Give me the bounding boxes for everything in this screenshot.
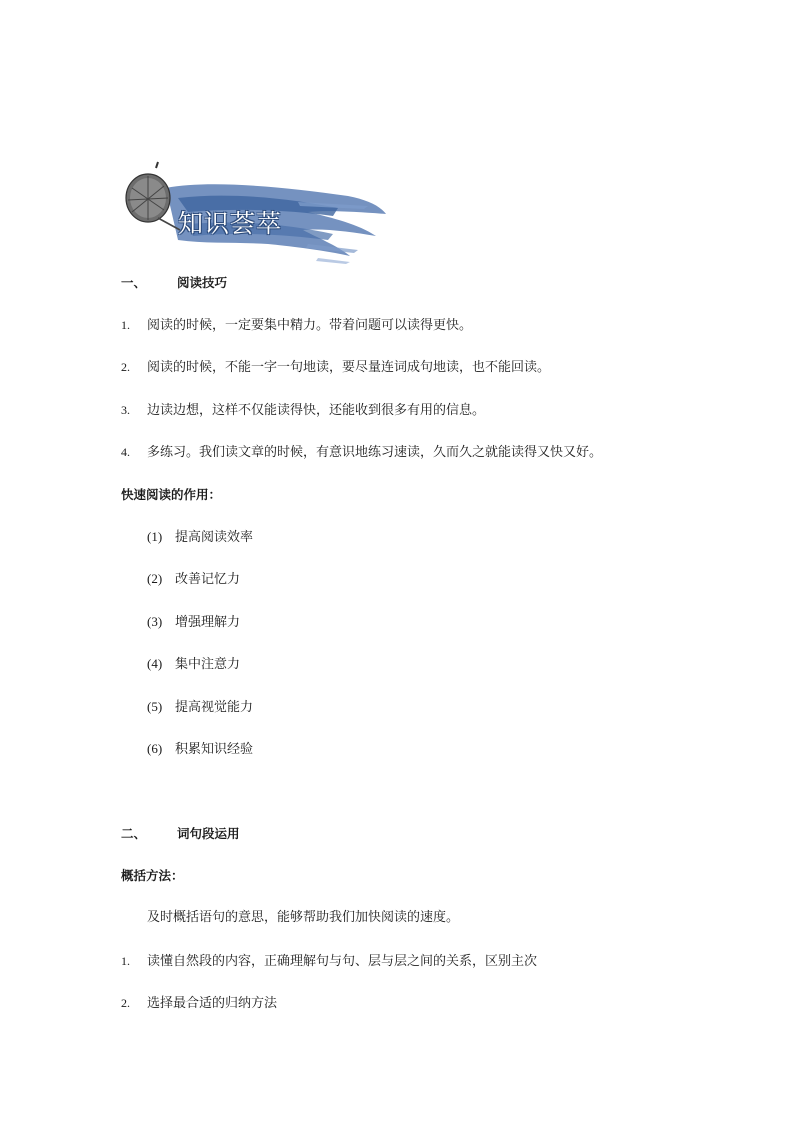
list-item: [121, 994, 277, 1013]
benefit-number: (2): [147, 571, 163, 586]
list-item: [121, 952, 537, 971]
list-item-text: 阅读的时候，不能一字一句地读，要尽量连词成句地读，也不能回读。: [147, 360, 551, 375]
benefit-number: (5): [147, 699, 163, 714]
benefit-number: (1): [147, 529, 163, 544]
list-item: [121, 358, 550, 377]
list-item: [121, 443, 602, 462]
benefit-item: [147, 655, 240, 674]
method-intro: 及时概括语句的意思，能够帮助我们加快阅读的速度。: [147, 910, 460, 925]
benefit-text: 积累知识经验: [175, 742, 254, 757]
section-1-heading: [121, 274, 227, 292]
list-item-text: 边读边想，这样不仅能读得快，还能收到很多有用的信息。: [147, 403, 486, 418]
list-item-number: 2.: [121, 996, 130, 1010]
section-2-title: 词句段运用: [177, 826, 240, 841]
list-item-number: 1.: [121, 954, 130, 968]
banner-title: 知识荟萃: [178, 209, 283, 238]
benefit-text: 提高视觉能力: [175, 700, 254, 715]
list-item-text: 读懂自然段的内容，正确理解句与句、层与层之间的关系，区别主次: [147, 954, 538, 969]
benefit-number: (6): [147, 741, 163, 756]
benefit-text: 集中注意力: [175, 657, 241, 672]
benefit-item: [147, 528, 253, 547]
method-subheading: 概括方法：: [121, 868, 184, 883]
section-2-heading: [121, 825, 240, 843]
section-banner: [118, 158, 390, 270]
list-item-number: 4.: [121, 445, 130, 459]
list-item-text: 阅读的时候，一定要集中精力。带着问题可以读得更快。: [147, 318, 473, 333]
section-1-number: 一、: [121, 275, 147, 290]
list-item: [121, 316, 472, 335]
benefit-text: 改善记忆力: [175, 572, 241, 587]
benefit-item: [147, 698, 253, 717]
benefit-item: [147, 613, 240, 632]
benefit-text: 提高阅读效率: [175, 530, 254, 545]
benefit-item: [147, 570, 240, 589]
list-item: [121, 401, 485, 420]
benefit-item: [147, 740, 253, 759]
list-item-number: 1.: [121, 318, 130, 332]
section-1-title: 阅读技巧: [177, 275, 228, 290]
benefit-number: (3): [147, 614, 163, 629]
benefit-number: (4): [147, 656, 163, 671]
section-2-number: 二、: [121, 826, 147, 841]
list-item-number: 3.: [121, 403, 130, 417]
benefit-text: 增强理解力: [175, 615, 241, 630]
list-item-text: 选择最合适的归纳方法: [147, 996, 278, 1011]
list-item-text: 多练习。我们读文章的时候，有意识地练习速读，久而久之就能读得又快又好。: [147, 445, 603, 460]
list-item-number: 2.: [121, 360, 130, 374]
benefits-subheading: 快速阅读的作用：: [121, 487, 222, 502]
